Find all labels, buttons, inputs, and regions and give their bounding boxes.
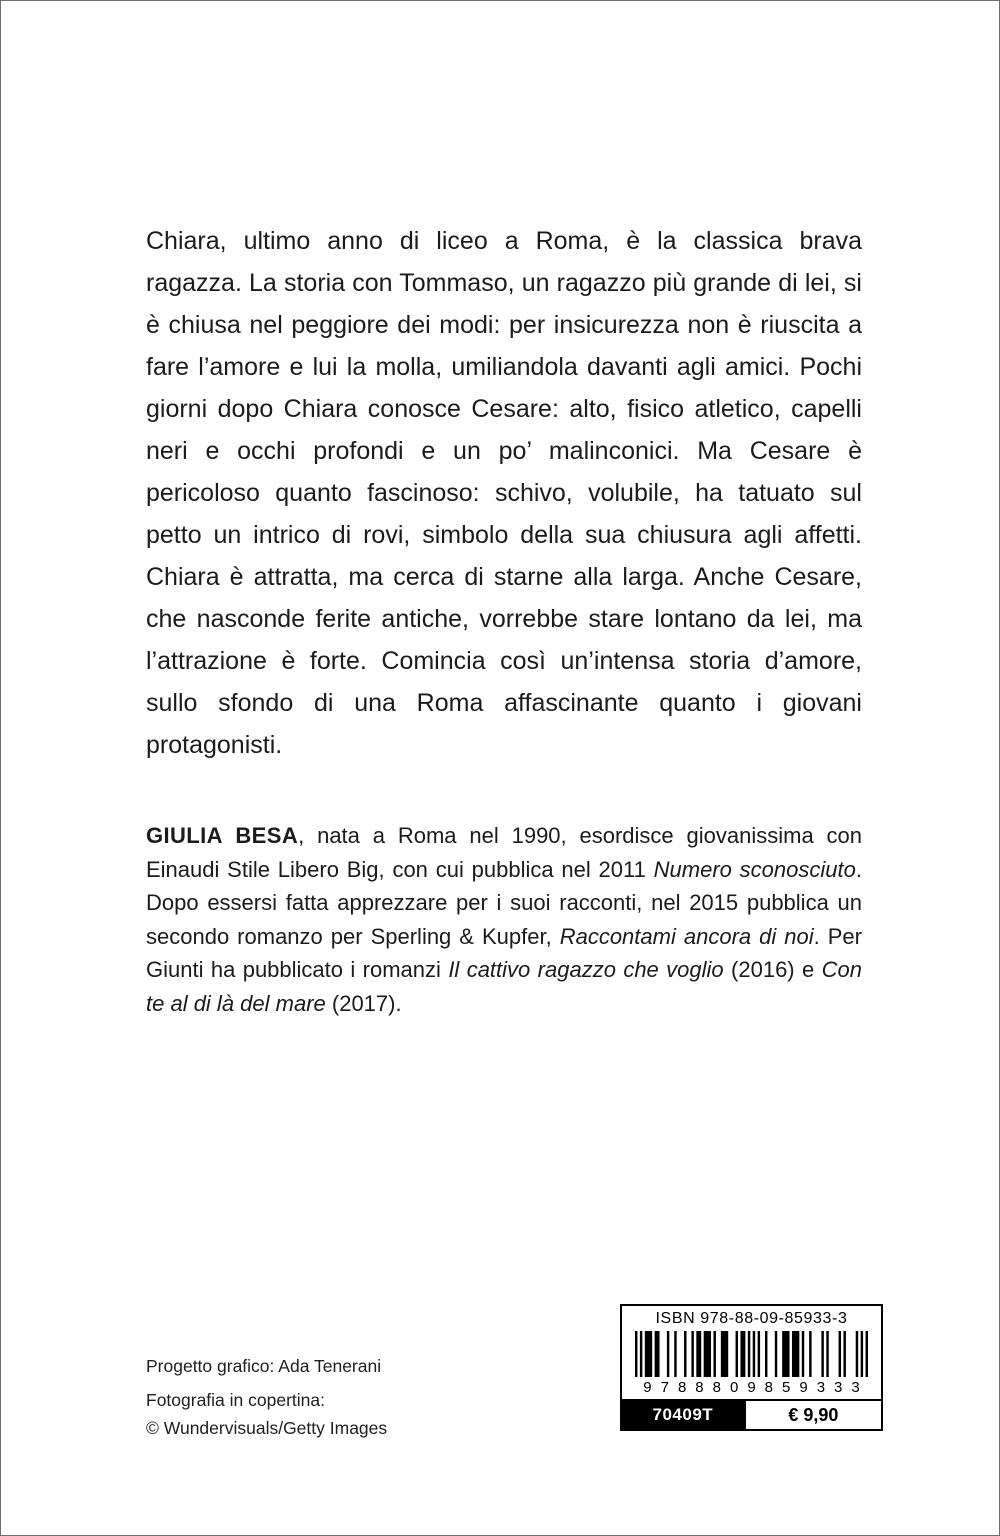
book-title-raccontami-ancora-di-noi: Raccontami ancora di noi [559,923,814,949]
bio-text: . Dopo essersi fatta apprezzare per i suoi racconti, nel 2015 pubblica un secondo romanzo per Sperling & Kupfer, [146,856,862,949]
isbn-text: ISBN 978-88-09-85933-3 [655,1310,848,1327]
price-label: € 9,90 [744,1401,881,1429]
photo-credit: © Wundervisuals/Getty Images [146,1418,388,1438]
synopsis-paragraph: Chiara, ultimo anno di liceo a Roma, è la classica brava ragazza. La storia con Tommaso, un ragazzo più grande di lei, si è chiusa nel peggiore dei modi: per insicurezza non è riuscita a fare l’amore e lui la molla, umiliandola davanti agli amici. Pochi giorni dopo Chiara conosce Cesare: alto, fisico atletico, capelli neri e occhi profondi e un po’ malinconici. Ma Cesare è pericoloso quanto fascinoso: schivo, volubile, ha tatuato sul petto un intrico di rovi, simbolo della sua chiusura agli affetti. Chiara è attratta, ma cerca di starne alla larga. Anche Cesare, che nasconde ferite antiche, vorrebbe stare lontano da lei, ma l’attrazione è forte. Comincia così un’intensa storia d’amore, sullo sfondo di una Roma affascinante quanto i giovani protagonisti. [146,227,862,759]
book-title-con-te-al-di-la-del-mare: Con te al di là del mare [146,957,862,1016]
barcode-bars-svg [635,1331,868,1377]
bio-text: , nata a Roma nel 1990, esordisce giovanissima con Einaudi Stile Libero Big, con cui pubblica nel 2011 [146,823,863,882]
edition-code: 70409T [622,1401,744,1429]
bio-text: . Per Giunti ha pubblicato i romanzi [146,923,862,982]
book-title-il-cattivo-ragazzo-che-voglio: Il cattivo ragazzo che voglio [448,957,724,982]
photo-credit-label: Fotografia in copertina: [146,1390,325,1410]
bio-text: (2017). [325,990,402,1016]
author-name: GIULIA BESA [146,823,299,848]
barcode-digits: 9788809859333 [643,1379,869,1396]
bio-text: (2016) e [723,957,822,982]
barcode-footer [622,1399,881,1429]
book-title-numero-sconosciuto: Numero sconosciuto [653,856,856,882]
barcode-block [620,1304,883,1431]
credits-block [146,1352,387,1442]
design-credit: Progetto grafico: Ada Tenerani [146,1356,382,1376]
author-bio-paragraph [146,819,862,1020]
barcode-image [635,1331,868,1377]
